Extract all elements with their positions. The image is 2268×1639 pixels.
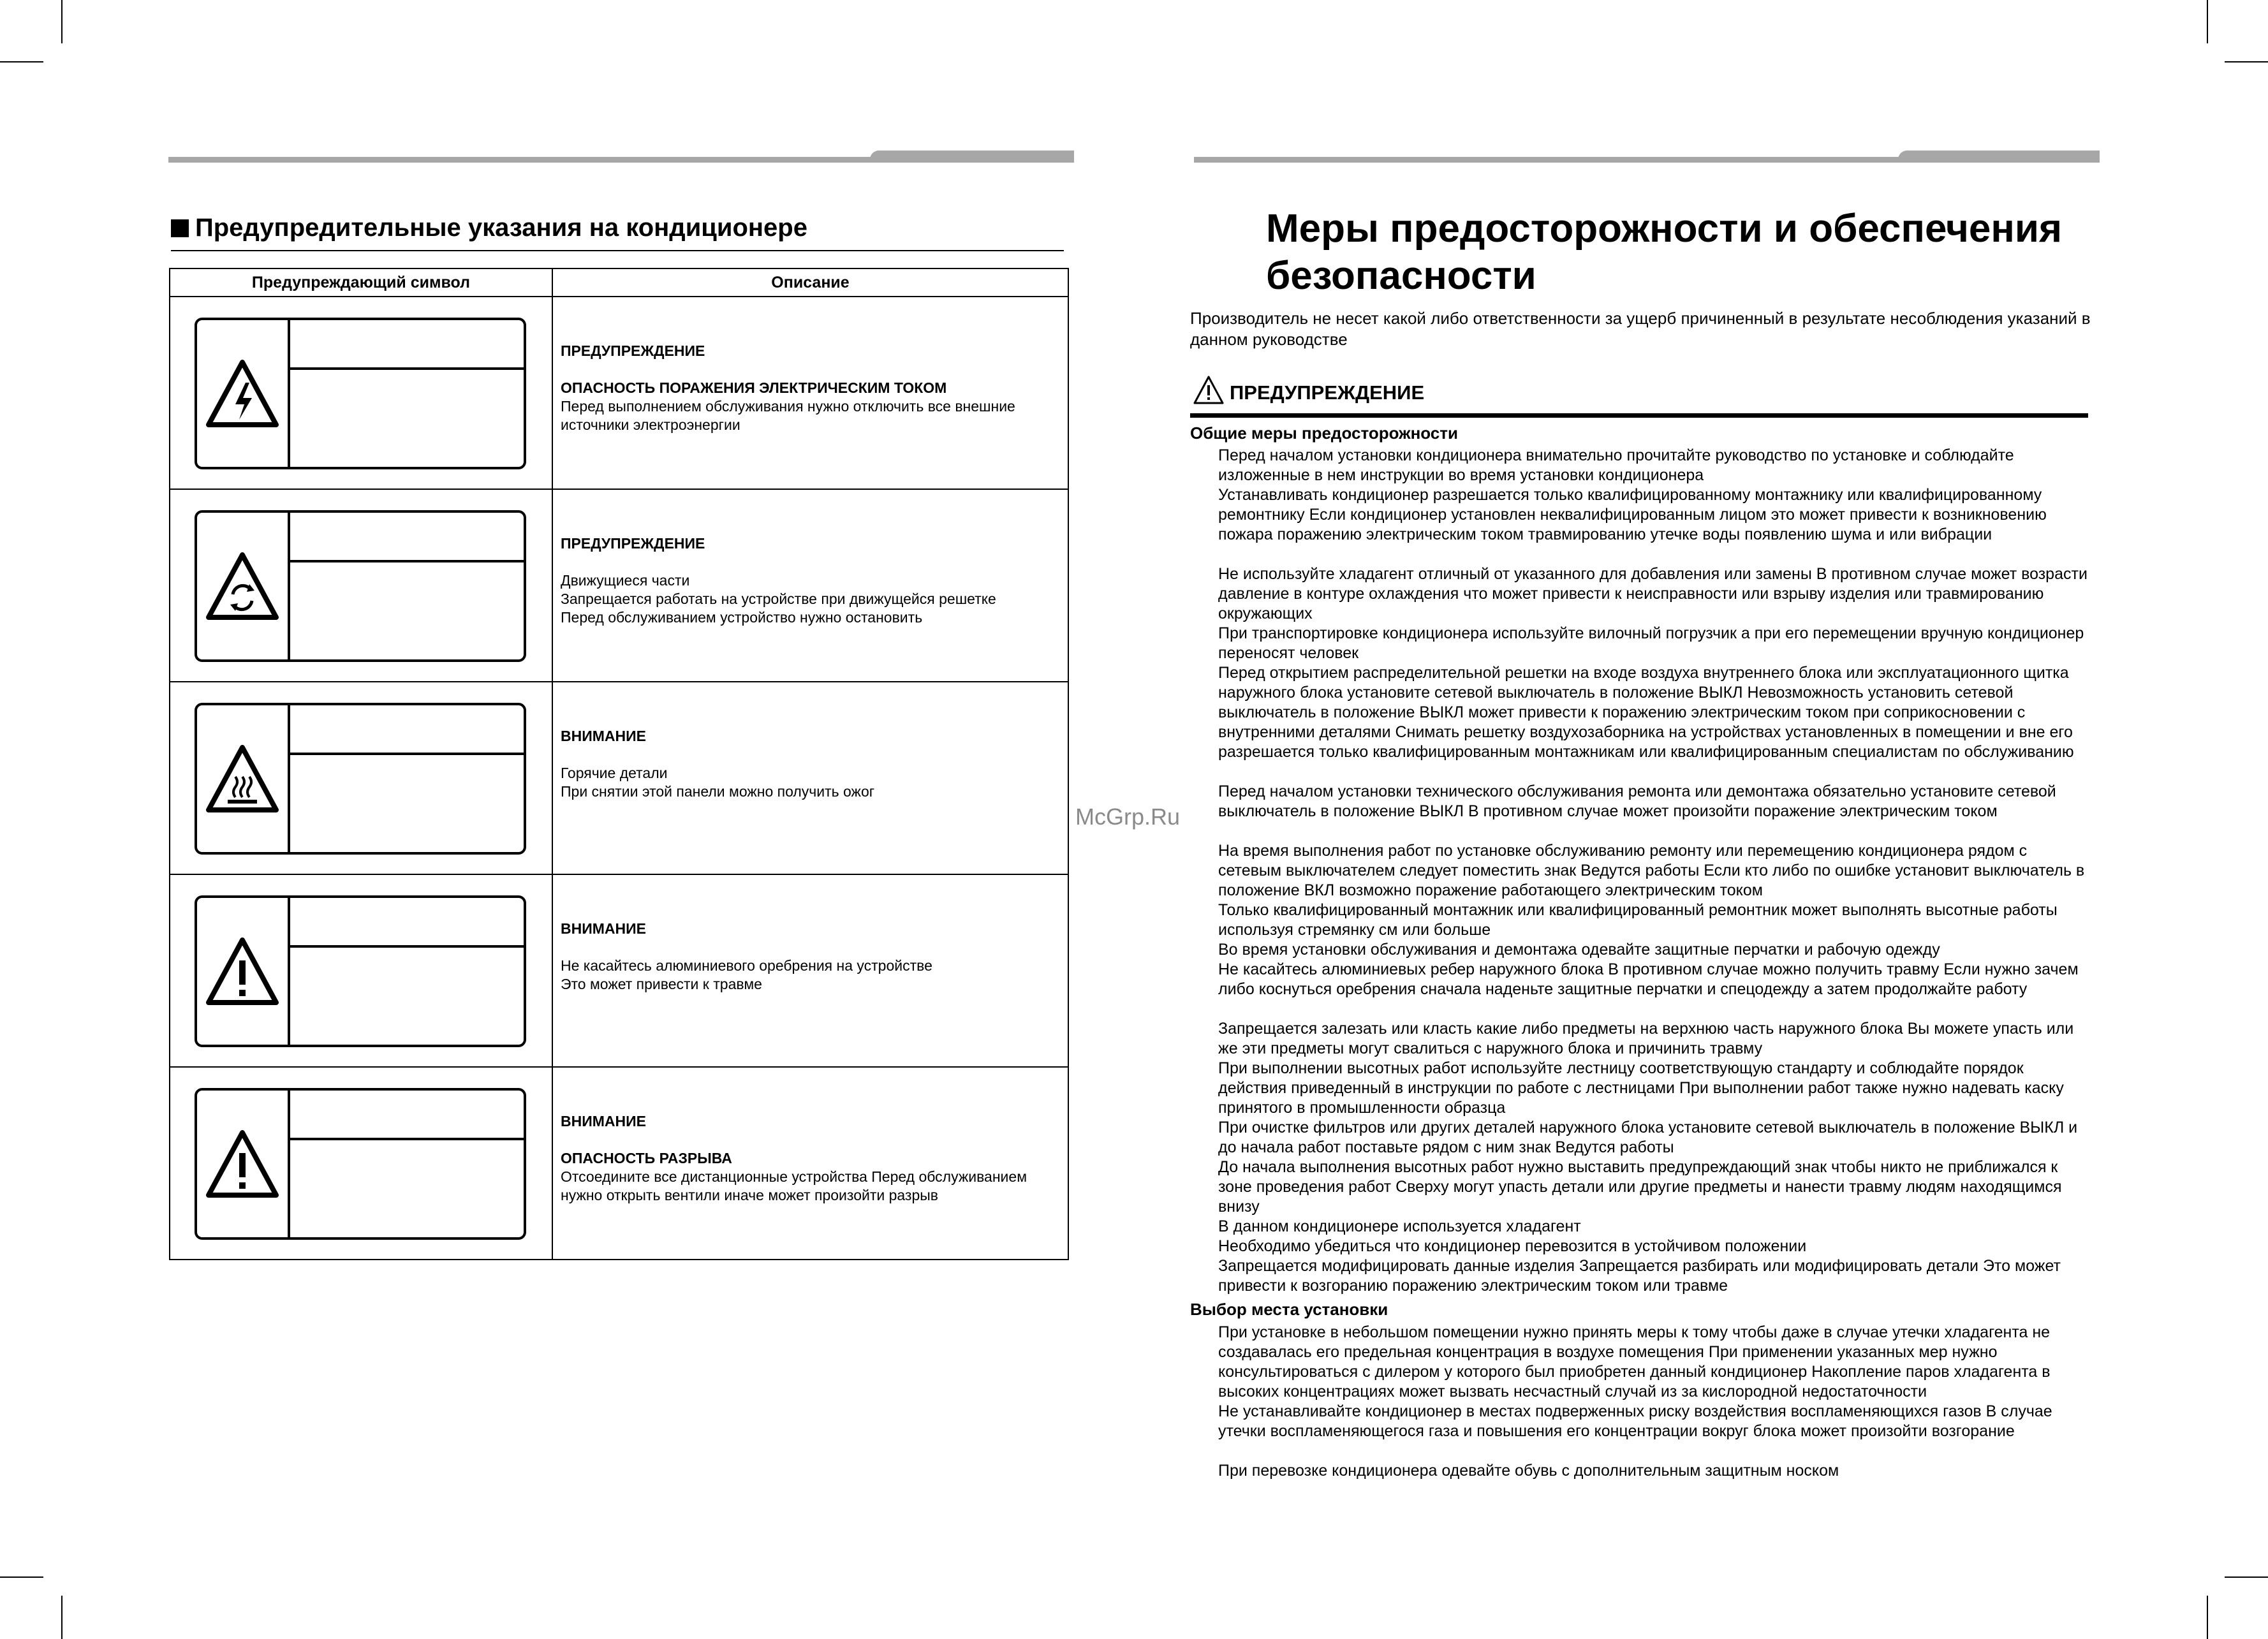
left-page-title: Предупредительные указания на кондиционере [171, 209, 1064, 251]
description-cell: ПРЕДУПРЕЖДЕНИЕ ОПАСНОСТЬ ПОРАЖЕНИЯ ЭЛЕКТРИЧЕСКИМ ТОКОМ Перед выполнением обслуживания нужно отключить все внешние источники электроэнергии [552, 297, 1068, 489]
intro-paragraph: Производитель не несет какой либо ответственности за ущерб причиненный в результате несоблюдения указаний в данном руководстве [1190, 309, 2091, 349]
description-cell: ПРЕДУПРЕЖДЕНИЕ Движущиеся части Запрещается работать на устройстве при движущейся решетке Перед обслуживанием устройство нужно остановить [552, 489, 1068, 682]
crop-mark [61, 0, 63, 43]
list-item: При транспортировке кондиционера используйте вилочный погрузчик а при его перемещении вручную кондиционер переносят человек [1218, 624, 2084, 662]
warning-label [195, 510, 526, 662]
crop-mark [0, 61, 43, 62]
hot-surface-icon [205, 744, 280, 815]
warning-label [195, 895, 526, 1047]
caution-icon [205, 1129, 280, 1200]
table-row [170, 1067, 1068, 1260]
list-item: При очистке фильтров или других деталей наружного блока установите сетевой выключатель в положение ВЫКЛ и до начала работ поставьте рядом с ним знак Ведутся работы [1218, 1119, 2078, 1156]
warning-label [195, 318, 526, 469]
list-item: Только квалифицированный монтажник или квалифицированный ремонтник может выполнять высотные работы используя стремянку см или больше [1218, 901, 2058, 939]
table-row [170, 297, 1068, 489]
list-item: Перед началом установки кондиционера внимательно прочитайте руководство по установке и соблюдайте изложенные в нем инструкции во время установки кондиционера [1218, 446, 2014, 484]
warning-triangle-icon [1193, 375, 1225, 406]
section-heading-location: Выбор места установки [1190, 1300, 1388, 1319]
crop-mark [0, 1577, 43, 1578]
column-header-symbol: Предупреждающий символ [170, 268, 552, 297]
watermark: McGrp.Ru [1075, 804, 1181, 830]
symbol-cell [170, 489, 552, 682]
header-tab-left [870, 151, 1074, 159]
list-item: На время выполнения работ по установке обслуживанию ремонту или перемещению кондиционера рядом с сетевым выключателем следует поместить знак Ведутся работы Если кто либо по ошибке установит выключатель в положение ВКЛ возможно поражение работающего электрическим током [1218, 842, 2085, 899]
table-row [170, 682, 1068, 874]
description-cell: ВНИМАНИЕ ОПАСНОСТЬ РАЗРЫВА Отсоедините все дистанционные устройства Перед обслуживанием нужно открыть вентили иначе может произойти разрыв [552, 1067, 1068, 1260]
symbol-cell [170, 874, 552, 1067]
list-item: Не используйте хладагент отличный от указанного для добавления или замены В противном случае может возрасти давление в контуре охлаждения что может привести к неисправности или взрыву изделия или травмированию окружающих [1218, 565, 2088, 622]
electric-shock-icon [205, 358, 280, 430]
table-header-row [170, 268, 1068, 297]
list-item: До начала выполнения высотных работ нужно выставить предупреждающий знак чтобы никто не приближался к зоне проведения работ Сверху могут упасть детали или другие предметы и нанести травму людям находящимся внизу [1218, 1158, 2062, 1216]
warning-label [195, 703, 526, 855]
list-item: При установке в небольшом помещении нужно принять меры к тому чтобы даже в случае утечки хладагента не создавалась его предельная концентрация в воздухе помещения При применении указанных мер нужно консультироваться с дилером у которого был приобретен данный кондиционер Накопление паров хладагента в высоких концентрациях может вызвать несчастный случай из за кислородной недостаточности [1218, 1323, 2051, 1400]
symbol-cell [170, 682, 552, 874]
warning-heading: ПРЕДУПРЕЖДЕНИЕ [1190, 375, 2088, 418]
moving-parts-icon [205, 551, 280, 622]
crop-mark [2225, 1577, 2268, 1578]
list-item: Устанавливать кондиционер разрешается только квалифицированному монтажнику или квалифицированному ремонтнику Если кондиционер установлен неквалифицированным лицом это может привести к возникновению пожара поражению электрическим током травмированию утечке воды появлению шума и или вибрации [1218, 486, 2047, 543]
bullet-square-icon [171, 219, 189, 237]
warning-symbols-table [169, 268, 1069, 1260]
list-item: Во время установки обслуживания и демонтажа одевайте защитные перчатки и рабочую одежду [1218, 941, 1940, 959]
crop-mark [2207, 1596, 2208, 1639]
list-item: Запрещается модифицировать данные изделия Запрещается разбирать или модифицировать детали Это может привести к возгоранию поражению электрическим током или травме [1218, 1257, 2061, 1295]
list-item: При выполнении высотных работ используйте лестницу соответствующую стандарту и соблюдайте порядок действия приведенный в инструкции по работе с лестницами При выполнении работ также нужно надевать каску принятого в промышленности образца [1218, 1059, 2064, 1117]
symbol-cell [170, 1067, 552, 1260]
list-item: Необходимо убедиться что кондиционер перевозится в устойчивом положении [1218, 1237, 1807, 1255]
list-item: Перед открытием распределительной решетки на входе воздуха внутреннего блока или эксплуатационного щитка наружного блока установите сетевой выключатель в положение ВЫКЛ Невозможность установить сетевой выключатель в положение ВЫКЛ может привести к поражению электрическим током при соприкосновении с внутренними деталями Снимать решетку воздухозаборника на устройствах установленных в помещении и вне его разрешается только квалифицированным монтажникам или квалифицированным специалистам по обслуживанию [1218, 664, 2074, 761]
symbol-cell [170, 297, 552, 489]
table-row [170, 489, 1068, 682]
description-cell: ВНИМАНИЕ Не касайтесь алюминиевого оребрения на устройстве Это может привести к травме [552, 874, 1068, 1067]
header-tab-right [1898, 151, 2100, 159]
column-header-description: Описание [552, 268, 1068, 297]
warning-label [195, 1088, 526, 1240]
crop-mark [2225, 61, 2268, 62]
crop-mark [61, 1596, 63, 1639]
right-page-title: Меры предосторожности и обеспечения безопасности [1266, 207, 2063, 298]
description-cell: ВНИМАНИЕ Горячие детали При снятии этой панели можно получить ожог [552, 682, 1068, 874]
section-heading-general: Общие меры предосторожности [1190, 423, 1458, 443]
caution-icon [205, 936, 280, 1008]
crop-mark [2207, 0, 2208, 43]
table-row [170, 874, 1068, 1067]
list-item: В данном кондиционере используется хладагент [1218, 1217, 1581, 1235]
list-item: Запрещается залезать или класть какие либо предметы на верхнюю часть наружного блока Вы можете упасть или же эти предметы могут свалиться с наружного блока и причинить травму [1218, 1020, 2074, 1057]
list-item: Не устанавливайте кондиционер в местах подверженных риску воздействия воспламеняющихся газов В случае утечки воспламеняющегося газа и повышения его концентрации вокруг блока может произойти возгорание [1218, 1402, 2052, 1440]
list-item: При перевозке кондиционера одевайте обувь с дополнительным защитным носком [1218, 1462, 1839, 1480]
list-item: Не касайтесь алюминиевых ребер наружного блока В противном случае можно получить травму Если нужно зачем либо коснуться оребрения сначала наденьте защитные перчатки и спецодежду а затем продолжайте работу [1218, 960, 2079, 998]
list-item: Перед началом установки технического обслуживания ремонта или демонтажа обязательно установите сетевой выключатель в положение ВЫКЛ В противном случае может произойти поражение электрическим током [1218, 783, 2056, 820]
